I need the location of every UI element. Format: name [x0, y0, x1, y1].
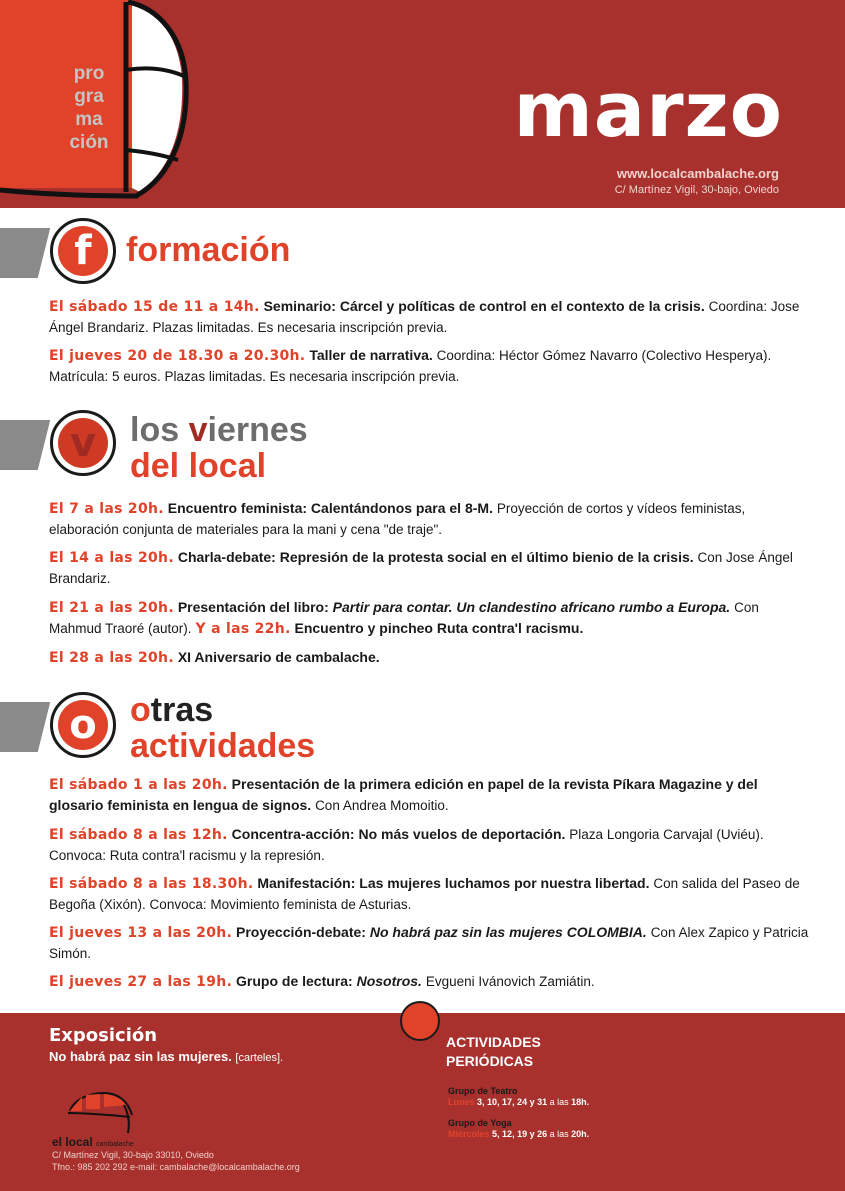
periodic-group	[448, 1118, 589, 1140]
event-when: El sábado 1 a las 20h.	[49, 777, 228, 793]
group-day: Lunes	[448, 1097, 475, 1107]
event-when: El 21 a las 20h.	[49, 600, 174, 616]
event-when: El sábado 15 de 11 a 14h.	[49, 299, 260, 315]
exposicion-title: Exposición	[49, 1025, 158, 1046]
book-title: Nosotros.	[356, 973, 422, 989]
footer-phone-email[interactable]: Tfno.: 985 202 292 e-mail: cambalache@localcambalache.org	[52, 1162, 300, 1172]
title-part: los	[130, 411, 189, 449]
event-entry	[49, 873, 809, 915]
event-desc: Proyección de cortos y vídeos feministas, elaboración conjunta de materiales para la mani y cena "de traje".	[49, 501, 746, 537]
section-title-formacion: formación	[126, 231, 291, 269]
event-when: El jueves 20 de 18.30 a 20.30h.	[49, 348, 306, 364]
logo-graphic	[0, 0, 190, 200]
event-what: Presentación del libro:	[177, 599, 329, 615]
exposicion-name: No habrá paz sin las mujeres.	[49, 1049, 232, 1064]
event-when: El 14 a las 20h.	[49, 550, 174, 566]
group-name: Grupo de Yoga	[448, 1118, 512, 1128]
event-entry	[49, 547, 809, 589]
event-what: Encuentro feminista: Calentándonos para el 8-M.	[167, 500, 493, 516]
event-what: Taller de narrativa.	[309, 347, 433, 363]
section-badge	[50, 218, 116, 284]
group-name: Grupo de Teatro	[448, 1086, 518, 1096]
prog-word-3: ma	[75, 109, 103, 130]
event-when: El 28 a las 20h.	[49, 650, 174, 666]
event-desc: Con Mahmud Traoré (autor).	[49, 600, 759, 636]
event-what: Grupo de lectura:	[236, 973, 353, 989]
section-formacion-head	[0, 218, 845, 288]
section-badge	[50, 692, 116, 758]
group-day: Miércoles	[448, 1129, 490, 1139]
letter-v-icon: v	[58, 418, 108, 468]
exposicion-text	[49, 1049, 283, 1064]
event-what: XI Aniversario de cambalache.	[177, 649, 380, 665]
programacion-label	[54, 62, 124, 154]
header-address: C/ Martínez Vigil, 30-bajo, Oviedo	[614, 184, 779, 196]
periodicas-line: PERIÓDICAS	[446, 1053, 534, 1069]
title-part: iernes	[207, 411, 308, 449]
title-part: tras	[150, 691, 214, 729]
group-time: 20h.	[571, 1129, 590, 1139]
event-desc: Con salida del Paseo de Begoña (Xixón). Convoca: Movimiento feminista de Asturias.	[49, 876, 800, 912]
event-desc: Coordina: Héctor Gómez Navarro (Colectivo Hesperya). Matrícula: 5 euros. Plazas limitadas. Es necesaria inscripción previa.	[49, 348, 772, 384]
event-when: Y a las 22h.	[195, 621, 291, 637]
event-when: El jueves 13 a las 20h.	[49, 925, 233, 941]
event-desc: Plaza Longoria Carvajal (Uviéu). Convoca: Ruta contra'l racismu y la represión.	[49, 827, 764, 863]
group-dates: 3, 10, 17, 24 y 31	[477, 1097, 548, 1107]
section-title-otras	[130, 692, 315, 764]
event-what: Charla-debate: Represión de la protesta social en el último bienio de la crisis.	[177, 549, 694, 565]
title-part: del local	[130, 447, 267, 485]
event-entry	[49, 774, 809, 816]
event-desc: Coordina: Jose Ángel Brandariz. Plazas limitadas. Es necesaria inscripción previa.	[49, 299, 800, 335]
event-desc: Con Andrea Momoitio.	[315, 798, 449, 813]
month-title: marzo	[513, 65, 783, 154]
footer-address: C/ Martínez Vigil, 30-bajo 33010, Oviedo	[52, 1150, 214, 1160]
group-dates: 5, 12, 19 y 26	[492, 1129, 548, 1139]
event-what: Encuentro y pincheo Ruta contra'l racismu.	[294, 620, 584, 636]
footer-contact	[52, 1149, 300, 1173]
section-viernes-head	[0, 410, 845, 485]
periodic-group	[448, 1086, 589, 1108]
footer-band	[0, 1013, 845, 1191]
event-when: El sábado 8 a las 18.30h.	[49, 876, 254, 892]
section-title-viernes	[130, 412, 308, 484]
event-desc: Con Jose Ángel Brandariz.	[49, 550, 793, 586]
event-entry	[49, 824, 809, 866]
book-title: Partir para contar. Un clandestino africano rumbo a Europa.	[332, 599, 731, 615]
prog-word-1: pro	[73, 63, 105, 84]
event-when: El jueves 27 a las 19h.	[49, 974, 233, 990]
header-banner	[0, 0, 845, 208]
letter-f-icon: f	[58, 226, 108, 276]
event-when: El sábado 8 a las 12h.	[49, 827, 228, 843]
logo-sub: cambalache	[96, 1141, 134, 1148]
event-what: Presentación de la primera edición en papel de la revista Píkara Magazine y del glosario feminista en lengua de signos.	[49, 776, 758, 813]
title-part: v	[188, 411, 208, 449]
event-what: Concentra-acción: No más vuelos de deportación.	[231, 826, 566, 842]
section-otras-head	[0, 691, 845, 765]
event-entry	[49, 345, 809, 387]
event-entry	[49, 296, 809, 338]
film-title: No habrá paz sin las mujeres COLOMBIA.	[369, 924, 647, 940]
circle-icon	[400, 1001, 440, 1041]
event-entry	[49, 498, 809, 540]
event-desc: Evgueni Ivánovich Zamiátin.	[425, 974, 595, 989]
event-what: Proyección-debate:	[236, 924, 366, 940]
periodicas-line: ACTIVIDADES	[446, 1034, 541, 1050]
event-entry	[49, 922, 809, 964]
periodicas-title	[446, 1033, 541, 1071]
title-part: actividades	[130, 727, 316, 765]
event-entry	[49, 597, 809, 639]
event-what: Manifestación: Las mujeres luchamos por nuestra libertad.	[257, 875, 650, 891]
event-desc: Con Alex Zapico y Patricia Simón.	[49, 925, 809, 961]
group-at: a las	[549, 1097, 569, 1107]
el-local-logo-icon	[64, 1089, 136, 1137]
letter-o-icon: o	[58, 700, 108, 750]
event-when: El 7 a las 20h.	[49, 501, 164, 517]
prog-word-4: ción	[69, 132, 109, 153]
el-local-name	[52, 1135, 134, 1149]
logo-name: el local	[52, 1135, 93, 1149]
prog-word-2: gra	[74, 86, 104, 107]
section-badge	[50, 410, 116, 476]
event-entry	[49, 647, 809, 668]
website-link[interactable]: www.localcambalache.org	[616, 166, 779, 181]
group-time: 18h.	[571, 1097, 590, 1107]
event-entry	[49, 971, 809, 992]
exposicion-note: [carteles].	[235, 1052, 284, 1064]
title-part: o	[130, 691, 151, 729]
group-at: a las	[549, 1129, 569, 1139]
event-what: Seminario: Cárcel y políticas de control en el contexto de la crisis.	[263, 298, 705, 314]
